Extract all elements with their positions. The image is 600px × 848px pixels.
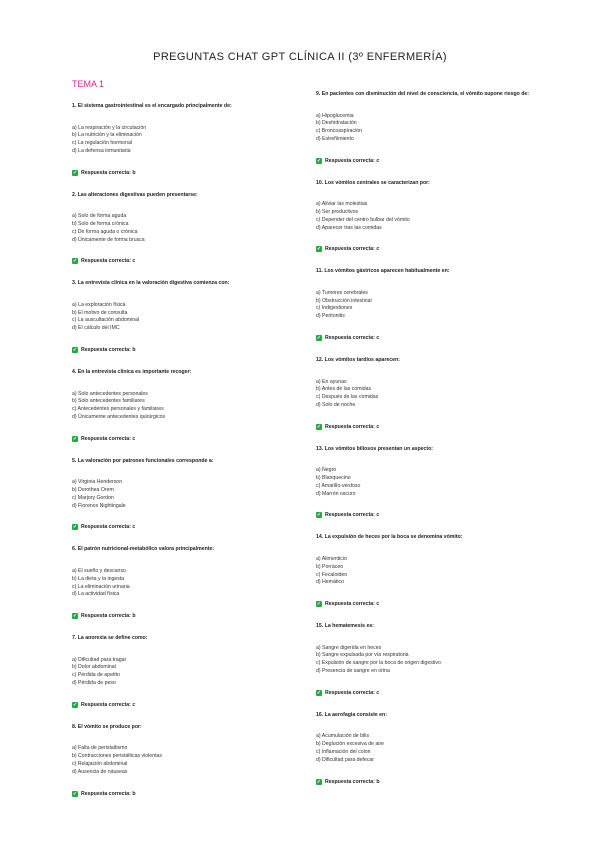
correct-answer — [72, 435, 297, 443]
question-block — [72, 192, 297, 266]
answer-option: b) Dolor abdominal — [72, 664, 116, 671]
check-icon: ✓ — [72, 435, 78, 442]
answer-option: a) Hipoglucemia — [316, 112, 354, 119]
correct-answer — [72, 169, 297, 177]
answer-option: b) Antes de las comidas — [316, 386, 372, 393]
options-list — [72, 745, 297, 776]
check-icon: ✓ — [316, 601, 322, 608]
answer-option: d) La defensa inmunitaria — [72, 147, 131, 154]
correct-answer-text: Respuesta correcta: c — [325, 512, 380, 519]
correct-answer-text: Respuesta correcta: c — [81, 435, 136, 442]
correct-answer — [72, 612, 297, 620]
correct-answer — [316, 423, 541, 431]
right-column — [316, 91, 541, 786]
answer-option: d) Aparecer tras las comidas — [316, 224, 382, 231]
question-text: 9. En pacientes con disminución del nivel de consciencia, el vómito supone riesgo de: — [316, 91, 530, 97]
answer-option: d) La actividad física — [72, 591, 120, 598]
check-icon: ✓ — [316, 512, 322, 519]
check-icon: ✓ — [316, 157, 322, 164]
answer-option: a) Alimenticio — [316, 555, 347, 562]
answer-option: c) La regulación hormonal — [72, 140, 132, 147]
answer-option: d) Dificultad para defecar — [316, 756, 374, 763]
options-list — [316, 201, 541, 232]
question-text: 10. Los vómitos centrales se caracterizan por: — [316, 179, 430, 186]
correct-answer — [72, 346, 297, 354]
correct-answer-text: Respuesta correcta: c — [325, 423, 380, 430]
answer-option: b) Contracciones peristálticas violentas — [72, 753, 162, 760]
question-text: 14. La expulsión de heces por la boca se denomina vómito: — [316, 534, 463, 541]
question-block — [316, 446, 541, 520]
answer-option: a) Acumulación de bilis — [316, 733, 370, 740]
answer-option: c) Marjory Gordon — [72, 494, 114, 501]
question-block — [72, 546, 297, 620]
answer-option: a) Negro — [316, 467, 337, 474]
options-list — [72, 391, 297, 422]
question-text: 2. Las alteraciones digestivas pueden presentarse: — [72, 191, 198, 198]
question-text: 12. Los vómitos tardíos aparecen: — [316, 357, 400, 364]
answer-option: b) La dieta y la ingesta — [72, 575, 125, 582]
options-list — [72, 213, 297, 244]
answer-option: d) Solo de noche — [316, 401, 356, 408]
check-icon: ✓ — [72, 169, 78, 176]
question-text: 6. El patrón nutricional-metabólico valora principalmente: — [72, 546, 215, 553]
answer-option: b) Obstrucción intestinal — [316, 297, 372, 304]
answer-option: a) Virginia Henderson — [72, 479, 123, 486]
question-text: 5. La valoración por patrones funcionales corresponde a: — [72, 457, 214, 464]
options-list — [72, 568, 297, 599]
answer-option: a) Aliviar las molestias — [316, 201, 368, 208]
check-icon: ✓ — [72, 258, 78, 265]
answer-option: d) Peritonitis — [316, 313, 345, 320]
answer-option: c) Relajación abdominal — [72, 760, 128, 767]
options-list — [316, 467, 541, 498]
question-block — [316, 91, 541, 165]
options-list — [316, 645, 541, 676]
question-block — [316, 180, 541, 254]
answer-option: d) Únicamente antecedentes quirúrgicos — [72, 413, 166, 420]
correct-answer-text: Respuesta correcta: c — [81, 701, 136, 708]
check-icon: ✓ — [316, 246, 322, 253]
correct-answer-text: Respuesta correcta: c — [325, 335, 380, 342]
left-column — [72, 103, 297, 798]
answer-option: b) Deshidratación — [316, 120, 357, 127]
correct-answer — [316, 600, 541, 608]
question-block — [316, 268, 541, 342]
check-icon: ✓ — [72, 790, 78, 797]
answer-option: a) Falta de peristaltismo — [72, 745, 128, 752]
answer-option: d) El cálculo del IMC — [72, 325, 120, 332]
answer-option: c) Amarillo-verdoso — [316, 482, 361, 489]
answer-option: c) Pérdida de apetito — [72, 672, 120, 679]
correct-answer — [72, 790, 297, 798]
check-icon: ✓ — [72, 613, 78, 620]
options-list — [316, 290, 541, 321]
correct-answer-text: Respuesta correcta: c — [81, 524, 136, 531]
question-text: 11. Los vómitos gástricos aparecen habitualmente en: — [316, 268, 450, 275]
answer-option: b) Deglución excesiva de aire — [316, 741, 385, 748]
answer-option: c) La eliminación urinaria — [72, 583, 130, 590]
check-icon: ✓ — [316, 689, 322, 696]
answer-option: b) Solo antecedentes familiares — [72, 398, 145, 405]
correct-answer-text: Respuesta correcta: c — [81, 258, 136, 265]
options-list — [72, 479, 297, 510]
correct-answer-text: Respuesta correcta: b — [81, 613, 136, 620]
question-text: 15. La hematemesis es: — [316, 623, 374, 630]
answer-option: c) Indigestiones — [316, 305, 353, 312]
correct-answer-text: Respuesta correcta: c — [325, 157, 380, 164]
check-icon: ✓ — [72, 701, 78, 708]
question-text: 16. La aerofagia consiste en: — [316, 711, 387, 718]
correct-answer — [316, 778, 541, 786]
correct-answer-text: Respuesta correcta: c — [325, 246, 380, 253]
answer-option: d) Estreñimiento — [316, 135, 354, 142]
answer-option: b) Porráceo — [316, 563, 344, 570]
answer-option: c) Antecedentes personales y familiares — [72, 406, 164, 413]
answer-option: c) Broncoaspiración — [316, 128, 362, 135]
correct-answer — [72, 257, 297, 265]
question-text: 13. Los vómitos biliosos presentan un aspecto: — [316, 445, 434, 452]
answer-option: d) Pérdida de peso — [72, 680, 116, 687]
question-block — [72, 103, 297, 177]
answer-option: a) En ayunas — [316, 378, 347, 385]
question-text: 4. En la entrevista clínica es importante recoger: — [72, 369, 192, 376]
answer-option: a) La respiración y la circulación — [72, 124, 147, 131]
answer-option: a) Solo antecedentes personales — [72, 390, 148, 397]
options-list — [72, 125, 297, 156]
options-list — [316, 379, 541, 410]
answer-option: b) Solo de forma crónica — [72, 220, 129, 227]
answer-option: b) Blanquecino — [316, 475, 351, 482]
answer-option: b) Dorothea Orem — [72, 487, 114, 494]
options-list — [72, 302, 297, 333]
question-block — [72, 635, 297, 709]
answer-option: b) El motivo de consulta — [72, 309, 128, 316]
question-text: 1. El sistema gastrointestinal es el encargado principalmente de: — [72, 103, 232, 109]
correct-answer — [316, 157, 541, 165]
answer-option: d) Florence Nightingale — [72, 502, 126, 509]
answer-option: c) Después de las comidas — [316, 394, 379, 401]
correct-answer-text: Respuesta correcta: b — [325, 778, 380, 785]
answer-option: c) Fecaloideo — [316, 571, 348, 578]
options-list — [316, 733, 541, 764]
correct-answer — [316, 334, 541, 342]
answer-option: b) Sangre expulsada por vía respiratoria — [316, 652, 409, 659]
question-block — [72, 280, 297, 354]
answer-option: d) Únicamente de forma brusca — [72, 236, 145, 243]
correct-answer — [72, 701, 297, 709]
answer-option: a) Sangre digerida en heces — [316, 644, 382, 651]
question-block — [72, 724, 297, 798]
correct-answer-text: Respuesta correcta: c — [325, 601, 380, 608]
options-list — [72, 657, 297, 688]
question-block — [72, 458, 297, 532]
answer-option: c) Depender del centro bulbar del vómito — [316, 216, 410, 223]
question-block — [72, 369, 297, 443]
answer-option: d) Marrón oscuro — [316, 490, 356, 497]
answer-option: d) Presencia de sangre en orina — [316, 668, 390, 675]
question-block — [316, 623, 541, 697]
correct-answer-text: Respuesta correcta: b — [81, 347, 136, 354]
correct-answer — [72, 523, 297, 531]
correct-answer — [316, 511, 541, 519]
answer-option: d) Hemático — [316, 579, 344, 586]
answer-option: a) El sueño y descanso — [72, 567, 126, 574]
answer-option: c) Expulsión de sangre por la boca de origen digestivo — [316, 660, 441, 667]
options-list — [316, 556, 541, 587]
answer-option: d) Ausencia de náuseas — [72, 768, 128, 775]
correct-answer-text: Respuesta correcta: b — [81, 169, 136, 176]
correct-answer — [316, 689, 541, 697]
document-title: PREGUNTAS CHAT GPT CLÍNICA II (3º ENFERMERÍA) — [153, 51, 447, 63]
answer-option: a) La exploración física — [72, 301, 126, 308]
check-icon: ✓ — [316, 335, 322, 342]
question-block — [316, 534, 541, 608]
answer-option: c) Inflamación del colon — [316, 748, 371, 755]
check-icon: ✓ — [316, 778, 322, 785]
question-text: 7. La anorexia se define como: — [72, 635, 148, 642]
question-text: 8. El vómito se produce por: — [72, 723, 142, 730]
answer-option: b) La nutrición y la eliminación — [72, 132, 142, 139]
check-icon: ✓ — [316, 423, 322, 430]
check-icon: ✓ — [72, 524, 78, 531]
answer-option: a) Tumores cerebrales — [316, 289, 368, 296]
answer-option: b) Ser productivos — [316, 208, 359, 215]
answer-option: a) Solo de forma aguda — [72, 213, 127, 220]
correct-answer-text: Respuesta correcta: b — [81, 790, 136, 797]
answer-option: c) De forma aguda o crónica — [72, 228, 138, 235]
question-text: 3. La entrevista clínica en la valoración digestiva comienza con: — [72, 280, 230, 287]
correct-answer — [316, 245, 541, 253]
options-list — [316, 113, 541, 144]
answer-option: c) La auscultación abdominal — [72, 317, 140, 324]
question-block — [316, 712, 541, 786]
section-heading: TEMA 1 — [72, 79, 105, 89]
question-block — [316, 357, 541, 431]
answer-option: a) Dificultad para tragar — [72, 656, 127, 663]
check-icon: ✓ — [72, 347, 78, 354]
correct-answer-text: Respuesta correcta: c — [325, 689, 380, 696]
